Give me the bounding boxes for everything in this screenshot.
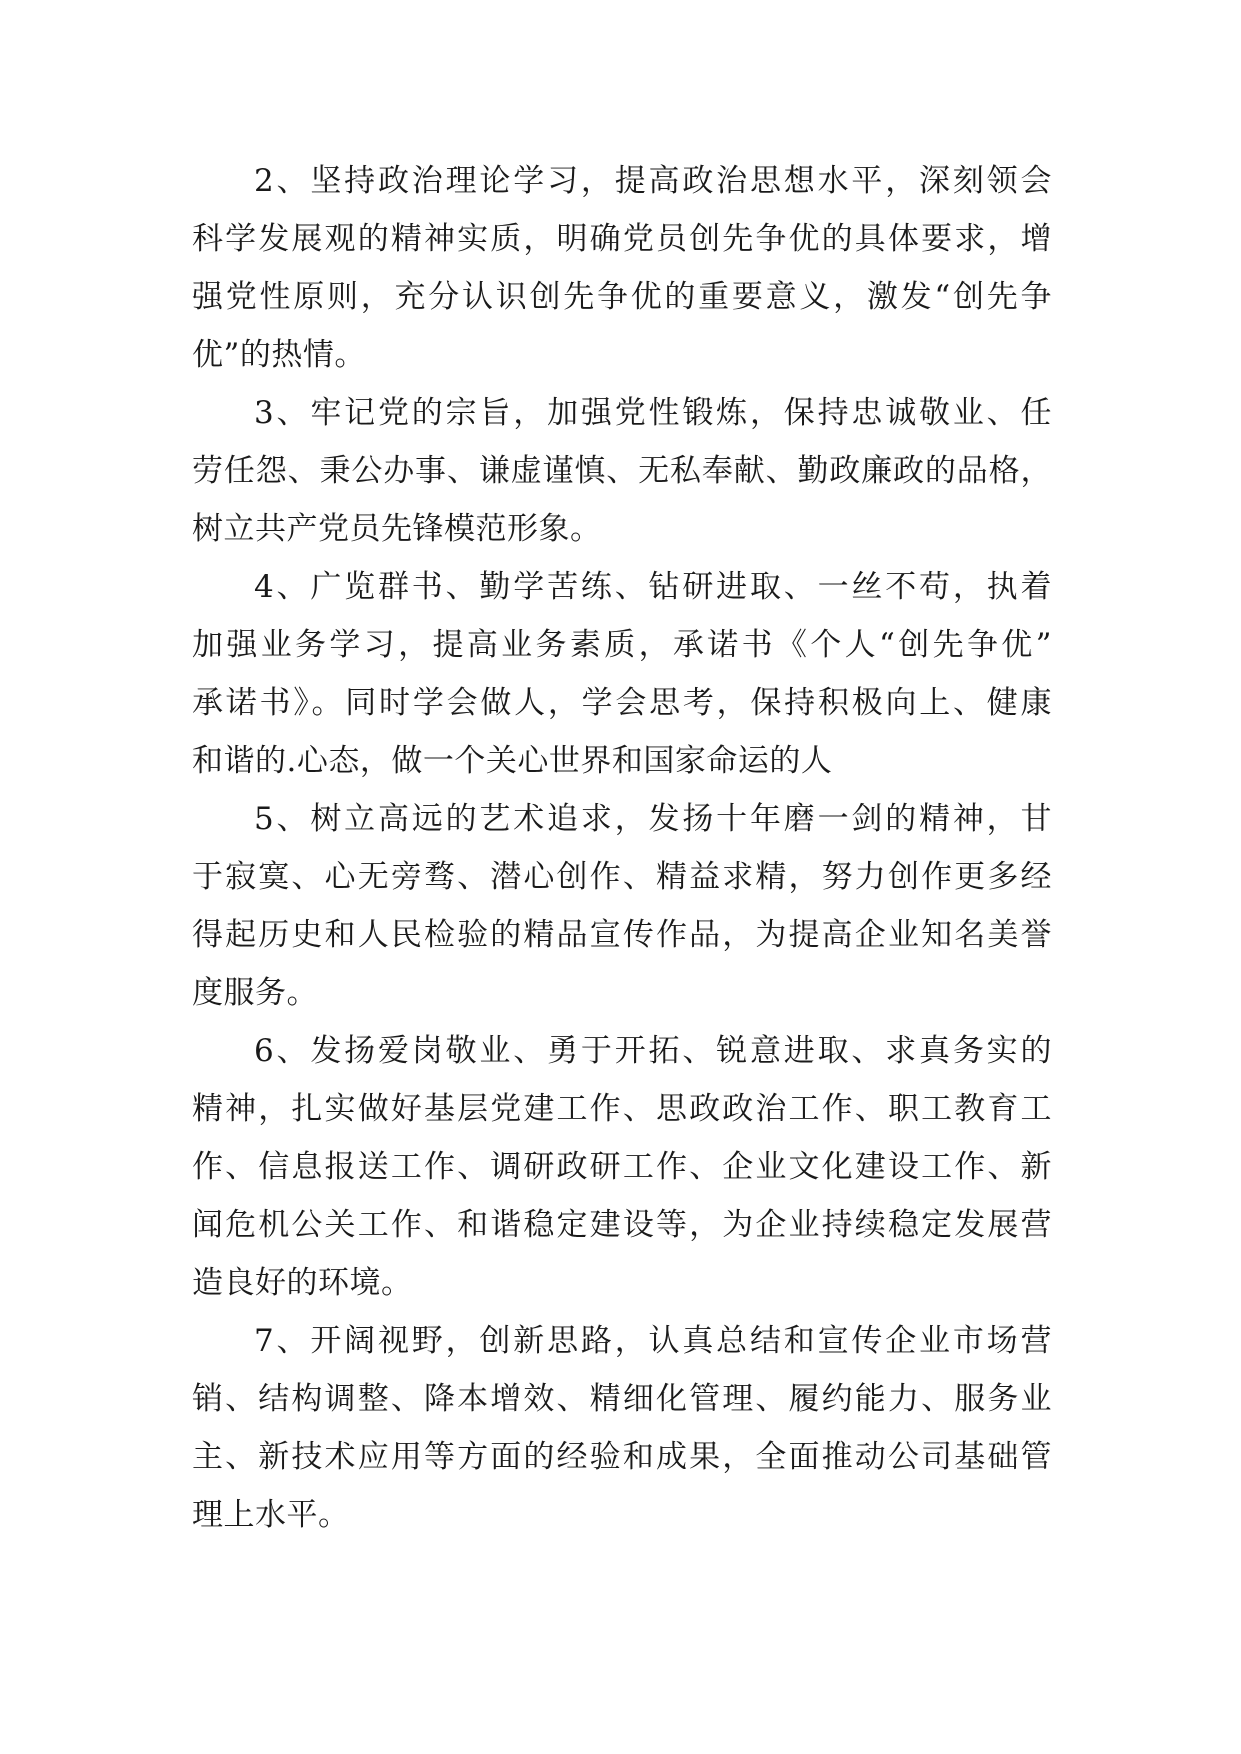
paragraph-6-line-1: 6、发扬爱岗敬业、勇于开拓、锐意进取、求真务实的: [254, 1033, 1052, 1069]
paragraph-7-line-1: 7、开阔视野，创新思路，认真总结和宣传企业市场营: [254, 1323, 1052, 1359]
paragraph-3-line-3: 树立共产党员先锋模范形象。: [192, 511, 602, 547]
paragraph-3-line-1: 3、牢记党的宗旨，加强党性锻炼，保持忠诚敬业、任: [254, 395, 1052, 431]
paragraph-5-line-3: 得起历史和人民检验的精品宣传作品，为提高企业知名美誉: [192, 917, 1052, 953]
paragraph-2-line-1: 2、坚持政治理论学习，提高政治思想水平，深刻领会: [254, 163, 1052, 199]
paragraph-7-line-3: 主、新技术应用等方面的经验和成果，全面推动公司基础管: [192, 1439, 1052, 1475]
paragraph-5-line-2: 于寂寞、心无旁骛、潜心创作、精益求精，努力创作更多经: [192, 859, 1052, 895]
paragraph-4-line-4: 和谐的.心态，做一个关心世界和国家命运的人: [192, 743, 833, 779]
paragraph-7-line-2: 销、结构调整、降本增效、精细化管理、履约能力、服务业: [192, 1381, 1052, 1417]
paragraph-5-line-4: 度服务。: [192, 975, 318, 1011]
document-body: [192, 152, 1052, 1544]
paragraph-4-line-3: 承诺书》。同时学会做人，学会思考，保持积极向上、健康: [192, 685, 1052, 721]
paragraph-2-line-4: 优”的热情。: [192, 337, 366, 373]
paragraph-6-line-5: 造良好的环境。: [192, 1265, 413, 1301]
paragraph-4-line-2: 加强业务学习，提高业务素质，承诺书《个人“创先争优”: [192, 627, 1052, 663]
paragraph-6-line-3: 作、信息报送工作、调研政研工作、企业文化建设工作、新: [192, 1149, 1052, 1185]
paragraph-2-line-3: 强党性原则，充分认识创先争优的重要意义，激发“创先争: [192, 279, 1052, 315]
paragraph-3-line-2: 劳任怨、秉公办事、谦虚谨慎、无私奉献、勤政廉政的品格，: [192, 453, 1052, 489]
paragraph-7-line-4: 理上水平。: [192, 1497, 350, 1533]
paragraph-6-line-2: 精神，扎实做好基层党建工作、思政政治工作、职工教育工: [192, 1091, 1052, 1127]
paragraph-5-line-1: 5、树立高远的艺术追求，发扬十年磨一剑的精神，甘: [254, 801, 1052, 837]
paragraph-4-line-1: 4、广览群书、勤学苦练、钻研进取、一丝不苟，执着: [254, 569, 1052, 605]
paragraph-6-line-4: 闻危机公关工作、和谐稳定建设等，为企业持续稳定发展营: [192, 1207, 1052, 1243]
paragraph-2-line-2: 科学发展观的精神实质，明确党员创先争优的具体要求，增: [192, 221, 1052, 257]
